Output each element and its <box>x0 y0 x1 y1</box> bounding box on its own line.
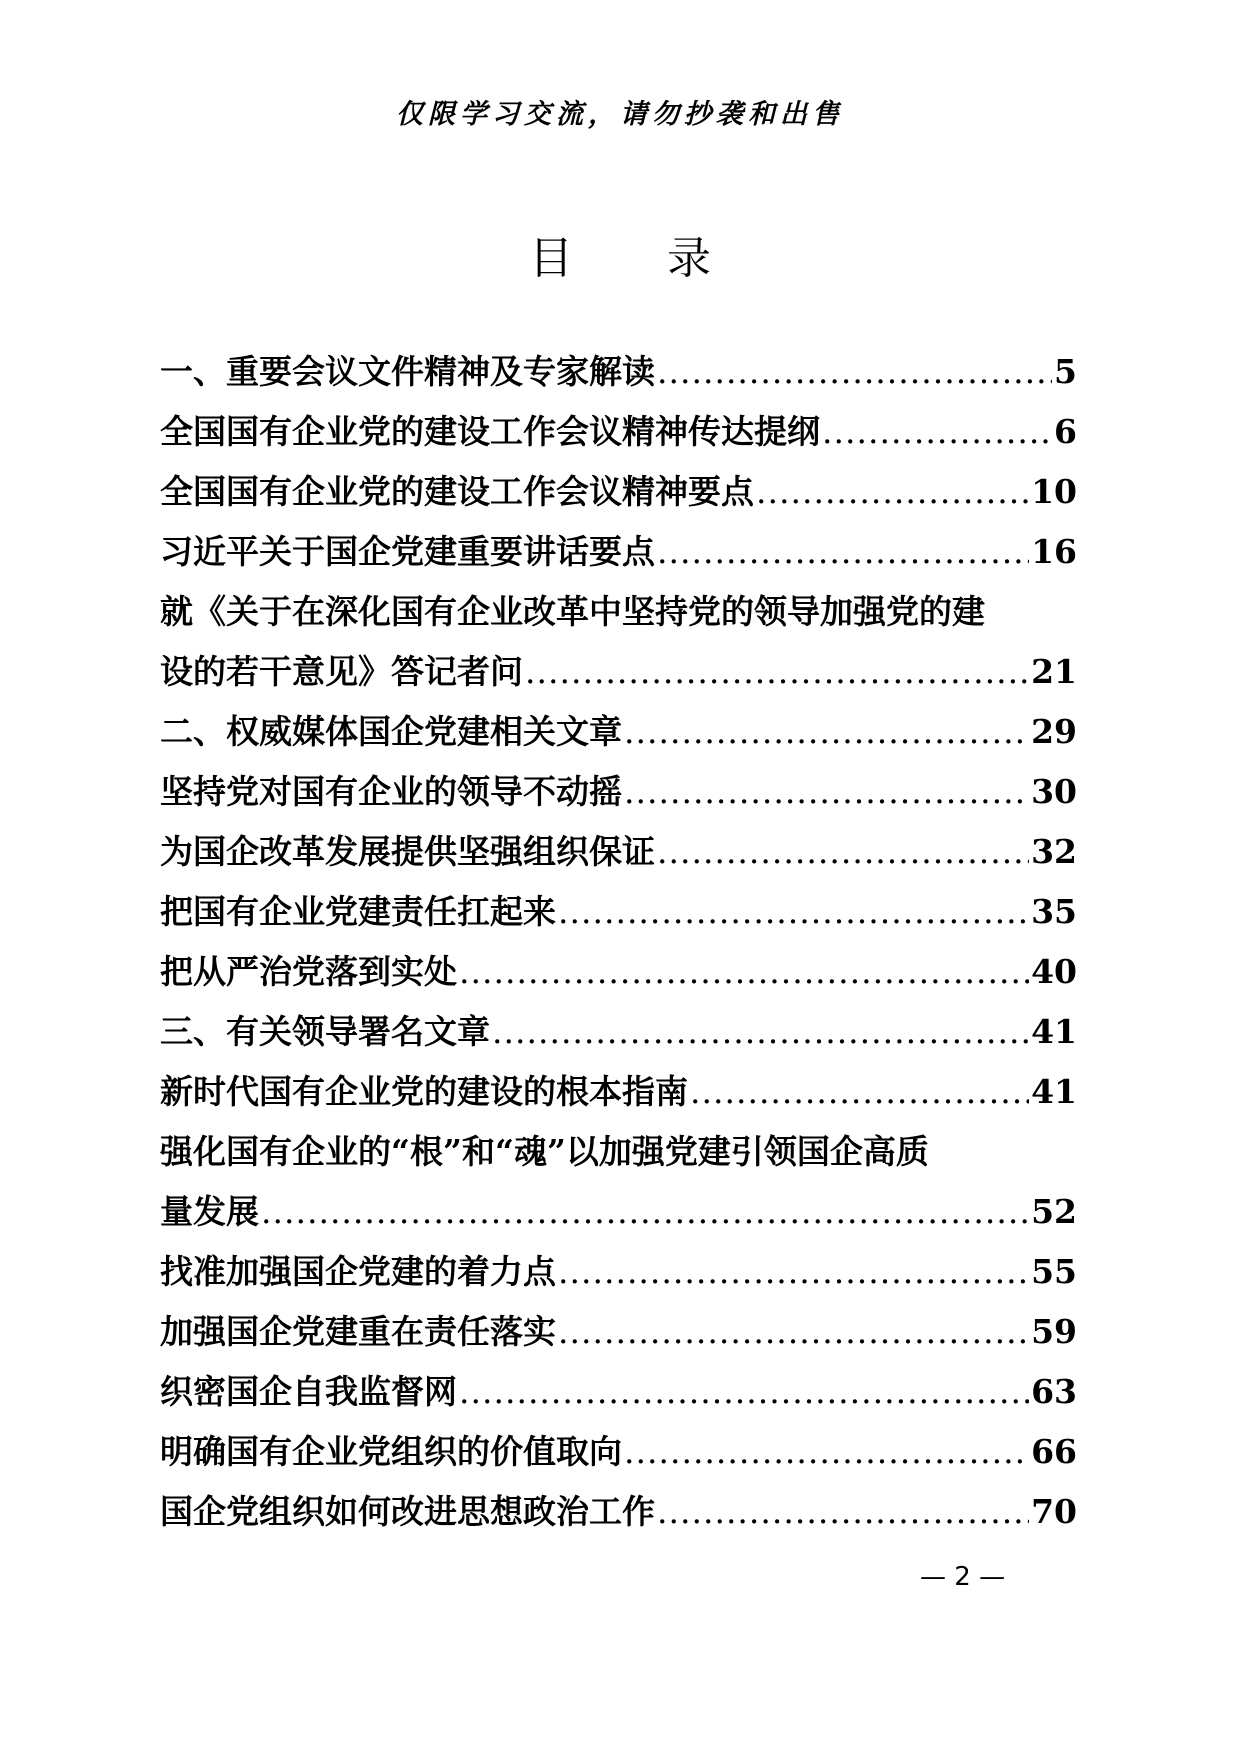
toc-entry-page: 40 <box>1031 952 1077 991</box>
toc-entry-page: 70 <box>1031 1492 1077 1531</box>
toc-entry[interactable] <box>160 1482 1077 1542</box>
toc-entry[interactable] <box>160 1302 1077 1362</box>
toc-entry[interactable] <box>160 462 1077 522</box>
toc-leader-dots <box>558 882 1029 942</box>
toc-leader-dots <box>492 1002 1029 1062</box>
toc-entry-page: 30 <box>1031 772 1077 811</box>
toc-entry-text: 量发展 <box>160 1192 259 1231</box>
toc-entry-text: 为国企改革发展提供坚强组织保证 <box>160 832 655 871</box>
toc-entry-page: 6 <box>1054 412 1077 451</box>
toc-entry-text: 全国国有企业党的建设工作会议精神传达提纲 <box>160 412 820 451</box>
toc-entry[interactable] <box>160 522 1077 582</box>
toc-entry-text: 二、权威媒体国企党建相关文章 <box>160 712 622 751</box>
toc-leader-dots <box>624 1422 1029 1482</box>
toc-entry[interactable] <box>160 1362 1077 1422</box>
toc-entry-text: 国企党组织如何改进思想政治工作 <box>160 1492 655 1531</box>
toc-leader-dots <box>822 402 1052 462</box>
toc-entry-wrapped[interactable] <box>160 582 1077 702</box>
toc-entry-page: 66 <box>1031 1432 1077 1471</box>
toc-entry-page: 32 <box>1031 832 1077 871</box>
toc-leader-dots <box>756 462 1029 522</box>
toc-entry-text: 习近平关于国企党建重要讲话要点 <box>160 532 655 571</box>
toc-entry-page: 63 <box>1031 1372 1077 1411</box>
toc-entry-text: 三、有关领导署名文章 <box>160 1012 490 1051</box>
page-title: 目 录 <box>529 233 751 284</box>
toc-leader-dots <box>657 522 1029 582</box>
toc-entry-page: 55 <box>1031 1252 1077 1291</box>
toc-entry[interactable] <box>160 1422 1077 1482</box>
toc-entry-text: 把从严治党落到实处 <box>160 952 457 991</box>
toc-entry-wrapped[interactable] <box>160 1122 1077 1242</box>
page-number: — 2 — <box>920 1562 1006 1592</box>
toc-leader-dots <box>459 1362 1029 1422</box>
toc-entry-text: 加强国企党建重在责任落实 <box>160 1312 556 1351</box>
toc-entry-text: 坚持党对国有企业的领导不动摇 <box>160 772 622 811</box>
toc-entry[interactable] <box>160 342 1077 402</box>
toc-entry-page: 16 <box>1031 532 1077 571</box>
toc-entry-page: 5 <box>1054 352 1077 391</box>
header-watermark: 仅限学习交流，请勿抄袭和出售 <box>396 99 844 130</box>
toc-entry-page: 29 <box>1031 712 1077 751</box>
toc-entry-page: 52 <box>1031 1192 1077 1231</box>
toc-entry-page: 21 <box>1031 652 1077 691</box>
toc-leader-dots <box>657 822 1029 882</box>
toc-leader-dots <box>624 762 1029 822</box>
toc-entry[interactable] <box>160 402 1077 462</box>
toc-entry-text: 找准加强国企党建的着力点 <box>160 1252 556 1291</box>
toc-entry[interactable] <box>160 1242 1077 1302</box>
toc-entry-page: 41 <box>1031 1072 1077 1111</box>
toc-entry-text: 设的若干意见》答记者问 <box>160 652 523 691</box>
toc-entry-page: 41 <box>1031 1012 1077 1051</box>
toc-entry[interactable] <box>160 942 1077 1002</box>
toc-entry[interactable] <box>160 1062 1077 1122</box>
toc-leader-dots <box>261 1182 1029 1242</box>
toc-entry-text: 一、重要会议文件精神及专家解读 <box>160 352 655 391</box>
toc-entry-text-line1: 就《关于在深化国有企业改革中坚持党的领导加强党的建 <box>160 592 985 631</box>
toc-entry[interactable] <box>160 762 1077 822</box>
toc-entry-text: 明确国有企业党组织的价值取向 <box>160 1432 622 1471</box>
toc-entry[interactable] <box>160 702 1077 762</box>
toc-leader-dots <box>657 1482 1029 1542</box>
toc-leader-dots <box>690 1062 1029 1122</box>
toc-leader-dots <box>459 942 1029 1002</box>
toc-entry-page: 10 <box>1031 472 1077 511</box>
toc-entry[interactable] <box>160 822 1077 882</box>
toc-entry[interactable] <box>160 1002 1077 1062</box>
toc-leader-dots <box>657 342 1052 402</box>
toc-entry-text: 把国有企业党建责任扛起来 <box>160 892 556 931</box>
toc-leader-dots <box>558 1242 1029 1302</box>
toc-leader-dots <box>525 642 1029 702</box>
toc-entry-text-line1: 强化国有企业的“根”和“魂”以加强党建引领国企高质 <box>160 1132 929 1171</box>
toc-entry-text: 全国国有企业党的建设工作会议精神要点 <box>160 472 754 511</box>
toc-entry-text: 新时代国有企业党的建设的根本指南 <box>160 1072 688 1111</box>
toc-leader-dots <box>558 1302 1029 1362</box>
toc-entry[interactable] <box>160 882 1077 942</box>
table-of-contents <box>160 342 1077 1542</box>
toc-entry-text: 织密国企自我监督网 <box>160 1372 457 1411</box>
toc-entry-page: 35 <box>1031 892 1077 931</box>
toc-leader-dots <box>624 702 1029 762</box>
toc-entry-page: 59 <box>1031 1312 1077 1351</box>
